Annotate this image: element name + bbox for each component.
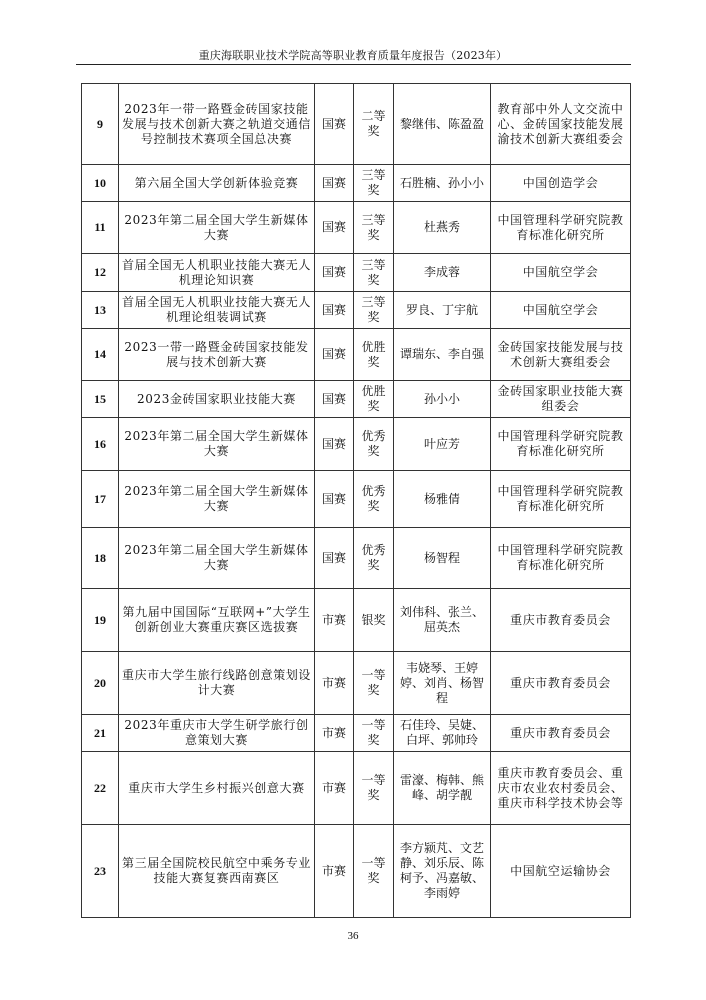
cell-winners: 雷濠、梅韩、熊峰、胡学靓	[394, 752, 491, 825]
cell-competition: 2023年第二届全国大学生新媒体大赛	[119, 528, 315, 589]
cell-award: 一等奖	[354, 652, 394, 715]
cell-competition: 第六届全国大学创新体验竞赛	[119, 165, 315, 202]
cell-competition: 重庆市大学生乡村振兴创意大赛	[119, 752, 315, 825]
cell-number: 11	[82, 202, 119, 254]
cell-organizer: 中国管理科学研究院教育标准化研究所	[491, 202, 631, 254]
cell-number: 17	[82, 471, 119, 528]
cell-organizer: 重庆市教育委员会	[491, 589, 631, 652]
cell-level: 国赛	[315, 418, 354, 471]
cell-number: 13	[82, 292, 119, 329]
cell-award: 优秀奖	[354, 471, 394, 528]
page-header-title: 重庆海联职业技术学院高等职业教育质量年度报告（2023年）	[198, 49, 508, 62]
cell-number: 18	[82, 528, 119, 589]
cell-winners: 杨智程	[394, 528, 491, 589]
cell-award: 一等奖	[354, 752, 394, 825]
cell-organizer: 中国管理科学研究院教育标准化研究所	[491, 471, 631, 528]
table-row	[82, 752, 631, 825]
cell-award: 三等奖	[354, 202, 394, 254]
cell-organizer: 中国创造学会	[491, 165, 631, 202]
cell-winners: 谭瑞东、李自强	[394, 329, 491, 381]
cell-competition: 2023金砖国家职业技能大赛	[119, 381, 315, 418]
cell-level: 国赛	[315, 329, 354, 381]
cell-winners: 罗良、丁宇航	[394, 292, 491, 329]
cell-award: 一等奖	[354, 715, 394, 752]
cell-winners: 叶应芳	[394, 418, 491, 471]
cell-organizer: 中国航空学会	[491, 254, 631, 292]
awards-table	[81, 83, 631, 918]
cell-winners: 黎继伟、陈盈盈	[394, 84, 491, 165]
cell-competition: 2023年第二届全国大学生新媒体大赛	[119, 471, 315, 528]
cell-level: 市赛	[315, 589, 354, 652]
table-row	[82, 589, 631, 652]
cell-level: 市赛	[315, 715, 354, 752]
cell-organizer: 教育部中外人文交流中心、金砖国家技能发展渝技术创新大赛组委会	[491, 84, 631, 165]
cell-number: 9	[82, 84, 119, 165]
table-row	[82, 652, 631, 715]
table-row	[82, 292, 631, 329]
cell-winners: 李成蓉	[394, 254, 491, 292]
cell-organizer: 重庆市教育委员会、重庆市农业农村委员会、重庆市科学技术协会等	[491, 752, 631, 825]
awards-table-body	[82, 84, 631, 918]
cell-winners: 刘伟科、张兰、屈英杰	[394, 589, 491, 652]
header-rule	[76, 64, 631, 65]
cell-winners: 韦娆琴、王婷婷、刘肖、杨智程	[394, 652, 491, 715]
cell-competition: 2023一带一路暨金砖国家技能发展与技术创新大赛	[119, 329, 315, 381]
table-row	[82, 381, 631, 418]
cell-number: 20	[82, 652, 119, 715]
cell-level: 国赛	[315, 381, 354, 418]
table-row	[82, 715, 631, 752]
cell-award: 优秀奖	[354, 528, 394, 589]
cell-award: 优胜奖	[354, 329, 394, 381]
cell-competition: 首届全国无人机职业技能大赛无人机理论组装调试赛	[119, 292, 315, 329]
cell-winners: 杨雅倩	[394, 471, 491, 528]
page-number: 36	[347, 930, 359, 942]
cell-organizer: 金砖国家技能发展与技术创新大赛组委会	[491, 329, 631, 381]
cell-level: 国赛	[315, 471, 354, 528]
cell-winners: 杜燕秀	[394, 202, 491, 254]
cell-organizer: 中国航空学会	[491, 292, 631, 329]
cell-level: 国赛	[315, 528, 354, 589]
table-row	[82, 418, 631, 471]
cell-award: 一等奖	[354, 825, 394, 918]
cell-level: 国赛	[315, 292, 354, 329]
cell-competition: 第三届全国院校民航空中乘务专业技能大赛复赛西南赛区	[119, 825, 315, 918]
cell-number: 12	[82, 254, 119, 292]
cell-organizer: 中国航空运输协会	[491, 825, 631, 918]
cell-award: 银奖	[354, 589, 394, 652]
cell-competition: 重庆市大学生旅行线路创意策划设计大赛	[119, 652, 315, 715]
cell-level: 国赛	[315, 84, 354, 165]
cell-award: 二等奖	[354, 84, 394, 165]
table-row	[82, 84, 631, 165]
cell-level: 国赛	[315, 202, 354, 254]
cell-competition: 2023年第二届全国大学生新媒体大赛	[119, 418, 315, 471]
table-row	[82, 471, 631, 528]
table-row	[82, 254, 631, 292]
cell-level: 国赛	[315, 254, 354, 292]
cell-level: 国赛	[315, 165, 354, 202]
cell-number: 10	[82, 165, 119, 202]
cell-number: 15	[82, 381, 119, 418]
cell-competition: 第九届中国国际“互联网+”大学生创新创业大赛重庆赛区选拔赛	[119, 589, 315, 652]
cell-competition: 2023年一带一路暨金砖国家技能发展与技术创新大赛之轨道交通信号控制技术赛项全国总决赛	[119, 84, 315, 165]
cell-number: 19	[82, 589, 119, 652]
table-row	[82, 202, 631, 254]
cell-winners: 石佳玲、吴婕、白坪、郭帅玲	[394, 715, 491, 752]
cell-organizer: 重庆市教育委员会	[491, 652, 631, 715]
cell-award: 三等奖	[354, 254, 394, 292]
cell-number: 14	[82, 329, 119, 381]
cell-winners: 孙小小	[394, 381, 491, 418]
cell-competition: 2023年重庆市大学生研学旅行创意策划大赛	[119, 715, 315, 752]
cell-level: 市赛	[315, 752, 354, 825]
cell-winners: 李方颍芃、文艺静、刘乐辰、陈柯予、冯嘉敏、李雨婷	[394, 825, 491, 918]
cell-competition: 2023年第二届全国大学生新媒体大赛	[119, 202, 315, 254]
cell-award: 优胜奖	[354, 381, 394, 418]
cell-number: 22	[82, 752, 119, 825]
cell-number: 23	[82, 825, 119, 918]
table-row	[82, 329, 631, 381]
cell-award: 三等奖	[354, 292, 394, 329]
cell-organizer: 中国管理科学研究院教育标准化研究所	[491, 528, 631, 589]
cell-award: 三等奖	[354, 165, 394, 202]
cell-number: 21	[82, 715, 119, 752]
cell-organizer: 中国管理科学研究院教育标准化研究所	[491, 418, 631, 471]
cell-level: 市赛	[315, 825, 354, 918]
cell-number: 16	[82, 418, 119, 471]
table-row	[82, 825, 631, 918]
cell-organizer: 金砖国家职业技能大赛组委会	[491, 381, 631, 418]
table-row	[82, 165, 631, 202]
cell-winners: 石胜楠、孙小小	[394, 165, 491, 202]
table-row	[82, 528, 631, 589]
cell-level: 市赛	[315, 652, 354, 715]
cell-award: 优秀奖	[354, 418, 394, 471]
cell-competition: 首届全国无人机职业技能大赛无人机理论知识赛	[119, 254, 315, 292]
cell-organizer: 重庆市教育委员会	[491, 715, 631, 752]
